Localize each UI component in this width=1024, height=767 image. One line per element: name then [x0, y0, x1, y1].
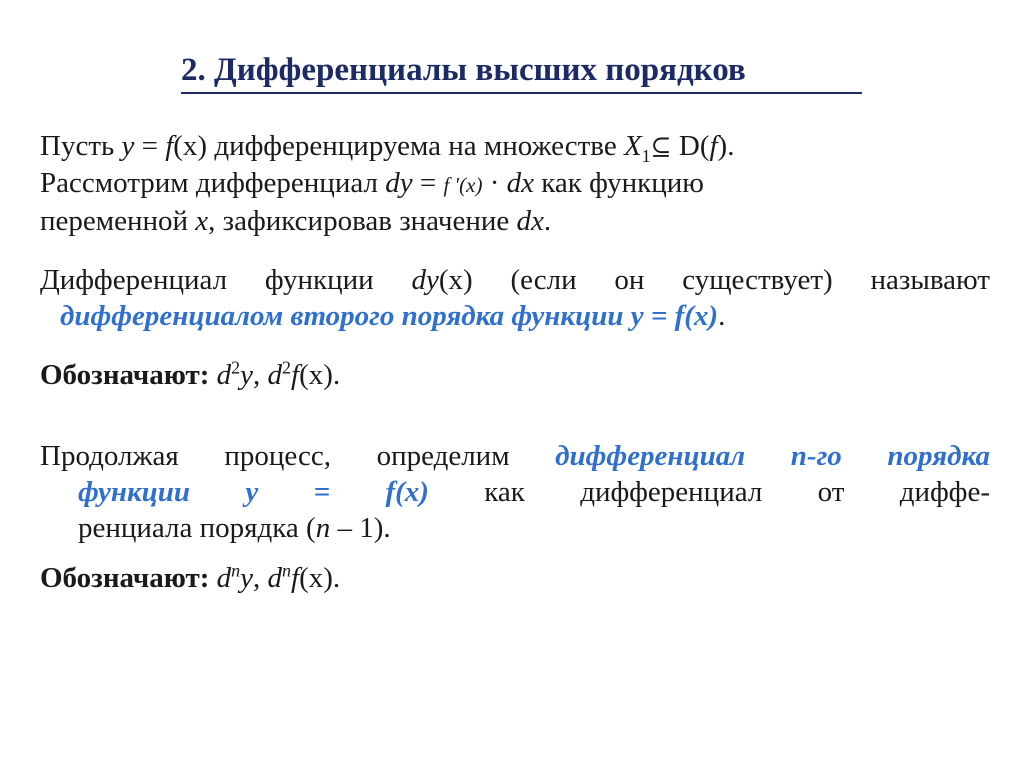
- var-dy: dy: [385, 167, 413, 199]
- text: (x): [459, 173, 483, 197]
- var-d: d: [216, 359, 232, 391]
- highlight-second-order: дифференциалом второго порядка функции y = f(x): [60, 300, 719, 332]
- highlight-word: =: [313, 476, 331, 508]
- p1-line-2: [40, 165, 990, 203]
- p2-line-1: [40, 262, 990, 298]
- superscript: n: [231, 560, 241, 581]
- text: Рассмотрим дифференциал: [40, 167, 386, 199]
- notation-line: [40, 560, 340, 596]
- var-f: f: [709, 130, 718, 162]
- slide-title: 2. Дифференциалы высших порядков: [181, 52, 746, 88]
- word: от: [817, 476, 845, 508]
- var-y: y: [240, 359, 254, 391]
- p4-line-1: [40, 438, 990, 474]
- text: Пусть: [40, 130, 122, 162]
- text: как функцию: [533, 167, 704, 199]
- var-dy: dy: [411, 264, 439, 296]
- text: =: [134, 130, 166, 162]
- text: (x): [173, 130, 208, 162]
- highlight-word: функции: [78, 476, 191, 508]
- paragraph-second-order: [40, 262, 990, 334]
- notation-line: [40, 357, 340, 393]
- var-f: f: [291, 359, 300, 391]
- text: переменной: [40, 205, 196, 237]
- text: ,: [253, 562, 268, 594]
- word: как: [484, 476, 525, 508]
- text: .: [718, 300, 726, 332]
- highlight-word: дифференциал: [555, 440, 746, 472]
- word: [411, 262, 472, 298]
- text: , зафиксировав значение: [208, 205, 517, 237]
- var-n: n: [315, 512, 331, 544]
- superscript: n: [282, 560, 292, 581]
- notation-second: [40, 357, 340, 393]
- title-underline: [181, 92, 862, 94]
- var-y: y: [121, 130, 135, 162]
- highlight-word: y: [245, 476, 259, 508]
- subscript: 1: [641, 145, 651, 166]
- p1-line-3: [40, 203, 990, 239]
- text: (x): [438, 264, 473, 296]
- var-y: y: [240, 562, 254, 594]
- word: дифференциал: [580, 476, 763, 508]
- word: называют: [870, 264, 990, 296]
- text: (x).: [299, 359, 341, 391]
- text: ·: [482, 167, 507, 199]
- set-X: X: [623, 130, 642, 162]
- word: функции: [264, 264, 374, 296]
- text: (x).: [299, 562, 341, 594]
- subset-symbol: ⊆: [650, 132, 672, 161]
- text: дифференцируема на множестве: [207, 130, 624, 162]
- text: ренциала порядка (: [78, 512, 316, 544]
- word: он: [614, 264, 645, 296]
- p2-line-2: [40, 298, 990, 334]
- var-f: f: [291, 562, 300, 594]
- var-x: x: [195, 205, 209, 237]
- text: ,: [253, 359, 268, 391]
- notation-label: Обозначают:: [40, 359, 210, 391]
- word: процесс,: [224, 440, 331, 472]
- superscript: 2: [282, 357, 292, 378]
- word: существует): [682, 264, 833, 296]
- notation-nth: [40, 560, 340, 596]
- word: диффе-: [899, 476, 990, 508]
- var-d: d: [216, 562, 232, 594]
- word: определим: [376, 440, 510, 472]
- highlight-word: n-го: [790, 440, 842, 472]
- derivative-f: f ′: [443, 173, 460, 197]
- var-dx: dx: [506, 167, 534, 199]
- text: D(: [671, 130, 710, 162]
- var-d: d: [267, 359, 283, 391]
- text: – 1).: [330, 512, 391, 544]
- p1-line-1: [40, 128, 990, 165]
- highlight-word: порядка: [887, 440, 990, 472]
- superscript: 2: [231, 357, 241, 378]
- text: =: [412, 167, 444, 199]
- word: Дифференциал: [40, 264, 228, 296]
- notation-label: Обозначают:: [40, 562, 210, 594]
- text: ).: [717, 130, 735, 162]
- var-f: f: [165, 130, 174, 162]
- paragraph-nth-order: [40, 438, 990, 546]
- p4-line-2: [40, 474, 990, 510]
- var-dx: dx: [516, 205, 544, 237]
- p4-line-3: [40, 510, 990, 546]
- highlight-word: f(x): [385, 476, 429, 508]
- paragraph-definition: [40, 128, 990, 239]
- word: Продолжая: [40, 440, 179, 472]
- word: (если: [510, 264, 577, 296]
- var-d: d: [267, 562, 283, 594]
- text: .: [543, 205, 552, 237]
